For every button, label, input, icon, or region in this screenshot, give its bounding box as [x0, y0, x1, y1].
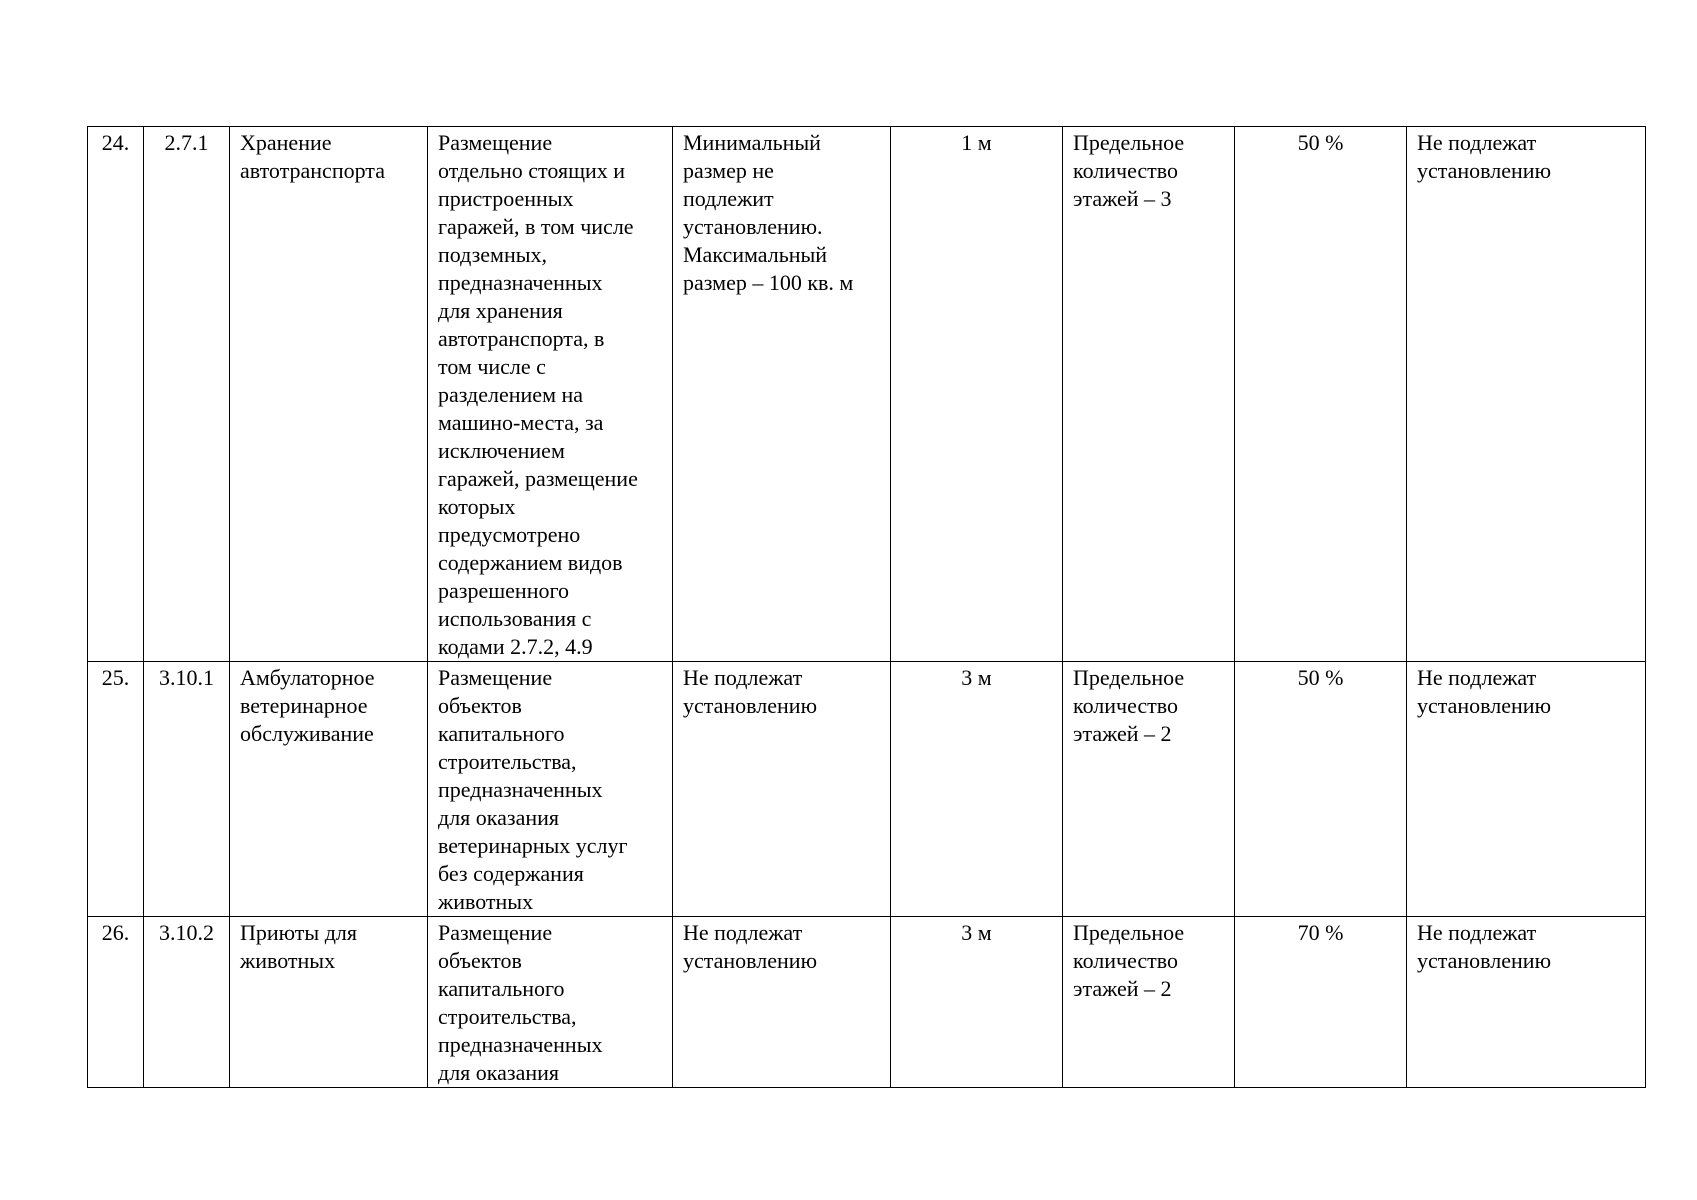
- setback: 1 м: [891, 127, 1063, 662]
- use-description: Размещение отдельно стоящих и пристроенных гаражей, в том числе подземных, предназначенных для хранения автотранспорта, в том числе с разделением на машино-места, за исключением гаражей, размещение которых предусмотрено содержанием видов разрешенного использования с кодами 2.7.2, 4.9: [428, 127, 673, 662]
- table-row: [88, 917, 1646, 1088]
- max-coverage: 50 %: [1235, 662, 1407, 917]
- use-code: 3.10.1: [144, 662, 230, 917]
- row-number: 26.: [88, 917, 144, 1088]
- max-coverage: 50 %: [1235, 127, 1407, 662]
- other-params: Не подлежат установлению: [1407, 127, 1646, 662]
- use-name: Хранение автотранспорта: [230, 127, 428, 662]
- other-params: Не подлежат установлению: [1407, 662, 1646, 917]
- other-params: Не подлежат установлению: [1407, 917, 1646, 1088]
- table-row: [88, 662, 1646, 917]
- setback: 3 м: [891, 917, 1063, 1088]
- table-row: [88, 127, 1646, 662]
- plot-size: Не подлежат установлению: [673, 917, 891, 1088]
- use-code: 2.7.1: [144, 127, 230, 662]
- row-number: 25.: [88, 662, 144, 917]
- use-description: Размещение объектов капитального строительства, предназначенных для оказания ветеринарных услуг без содержания животных: [428, 662, 673, 917]
- max-floors: Предельное количество этажей – 2: [1063, 662, 1235, 917]
- row-number: 24.: [88, 127, 144, 662]
- use-code: 3.10.2: [144, 917, 230, 1088]
- plot-size: Минимальный размер не подлежит установлению. Максимальный размер – 100 кв. м: [673, 127, 891, 662]
- setback: 3 м: [891, 662, 1063, 917]
- use-name: Амбулаторное ветеринарное обслуживание: [230, 662, 428, 917]
- max-coverage: 70 %: [1235, 917, 1407, 1088]
- use-description: Размещение объектов капитального строительства, предназначенных для оказания: [428, 917, 673, 1088]
- regulations-table: [87, 126, 1646, 1088]
- plot-size: Не подлежат установлению: [673, 662, 891, 917]
- max-floors: Предельное количество этажей – 2: [1063, 917, 1235, 1088]
- max-floors: Предельное количество этажей – 3: [1063, 127, 1235, 662]
- use-name: Приюты для животных: [230, 917, 428, 1088]
